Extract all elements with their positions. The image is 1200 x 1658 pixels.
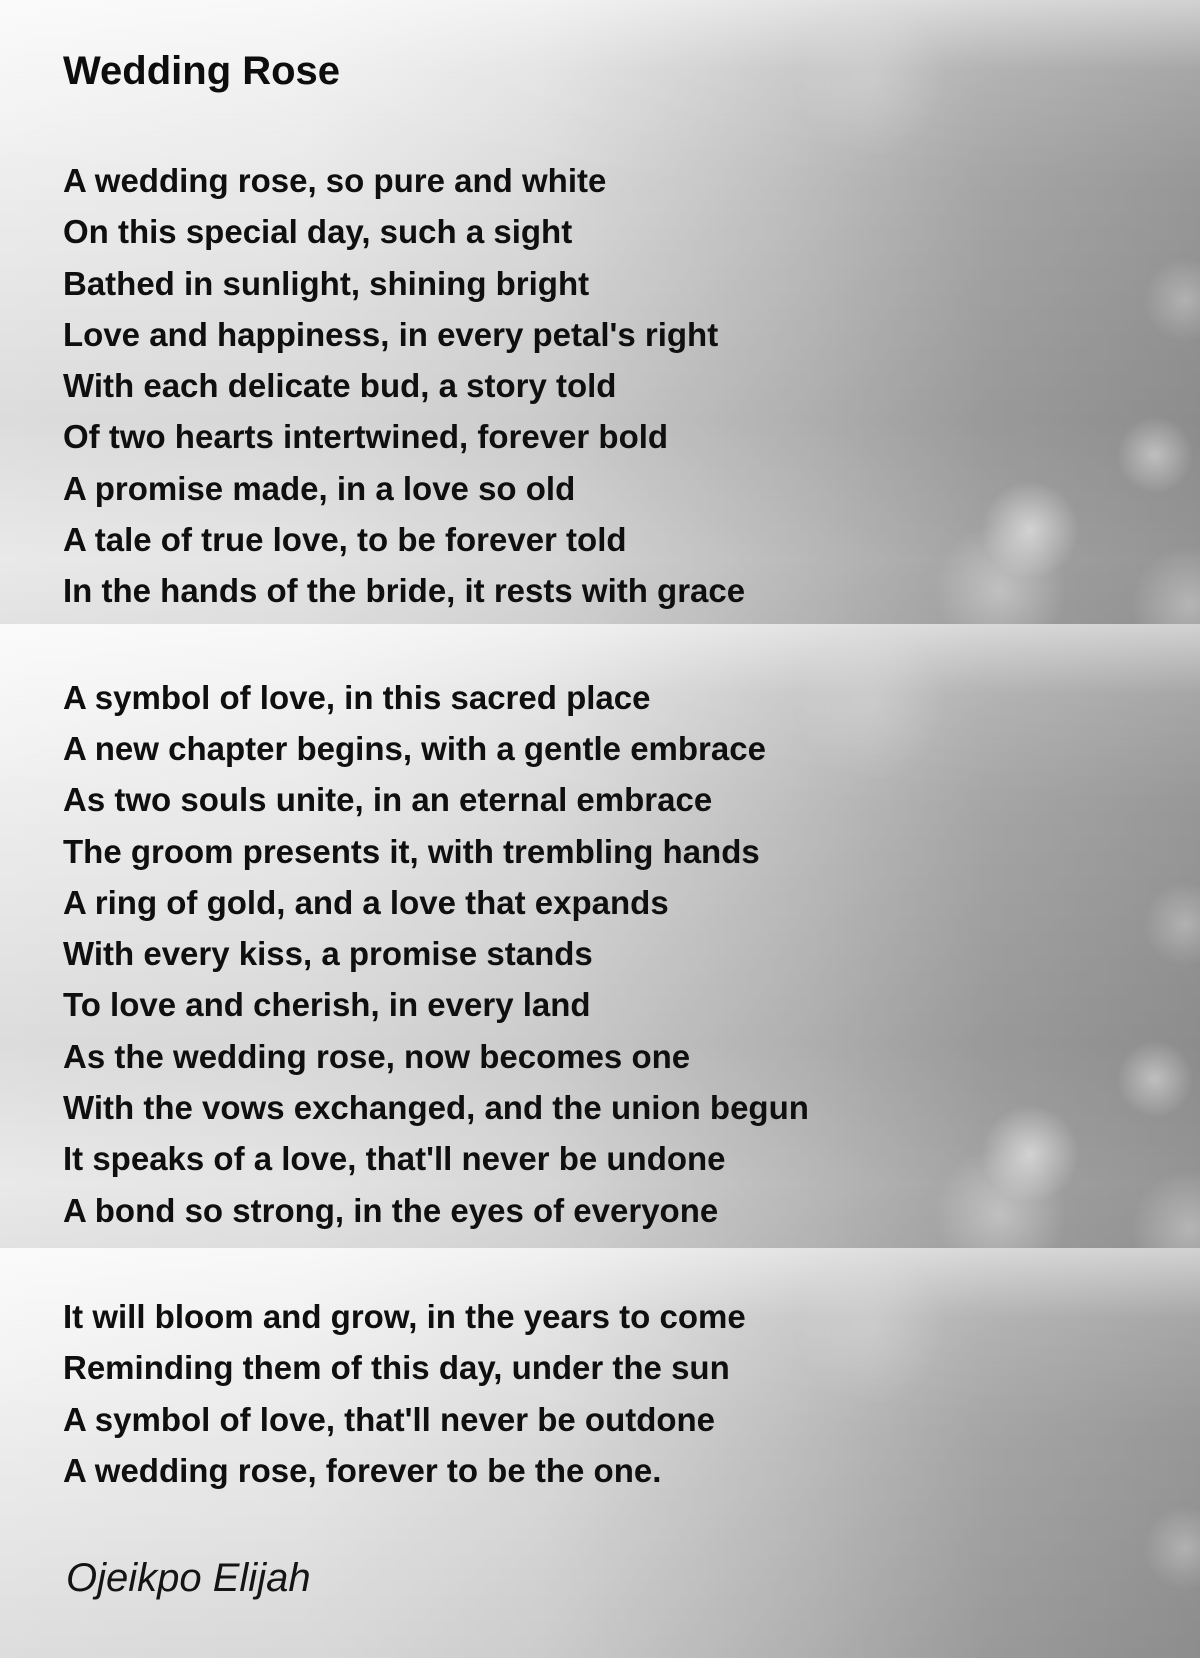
poem-line: As the wedding rose, now becomes one [63,1037,691,1075]
poem-line: With the vows exchanged, and the union begun [63,1089,809,1127]
stanza-3 [63,1291,1143,1496]
poem-line: To love and cherish, in every land [63,986,591,1024]
poem-line: The groom presents it, with trembling hands [63,832,760,870]
stanza-2 [63,672,1143,1236]
poem-line: A promise made, in a love so old [63,469,576,507]
poem-line: With each delicate bud, a story told [63,367,617,405]
poem-line: In the hands of the bride, it rests with grace [63,572,746,610]
stanza-1 [63,155,1143,617]
poem-line: It will bloom and grow, in the years to come [63,1297,746,1335]
poem-title: Wedding Rose [63,49,341,93]
poem-author: Ojeikpo Elijah [66,1556,311,1600]
poem-line: A wedding rose, forever to be the one. [63,1451,662,1489]
poem-line: Reminding them of this day, under the sun [63,1349,730,1387]
poem-line: A tale of true love, to be forever told [63,521,627,559]
poem-line: Bathed in sunlight, shining bright [63,264,590,302]
poem-line: With every kiss, a promise stands [63,935,593,973]
poem-line: Of two hearts intertwined, forever bold [63,418,669,456]
poem-line: A bond so strong, in the eyes of everyone [63,1191,719,1229]
poem-line: A new chapter begins, with a gentle embrace [63,729,766,767]
poem-line: A symbol of love, that'll never be outdone [63,1400,716,1438]
poem-body [63,155,1143,1551]
poem-line: As two souls unite, in an eternal embrace [63,781,713,819]
poem-line: A symbol of love, in this sacred place [63,678,651,716]
poem-line: A wedding rose, so pure and white [63,162,607,199]
poem-line: A ring of gold, and a love that expands [63,883,669,921]
poem-line: Love and happiness, in every petal's right [63,315,719,353]
poem-line: It speaks of a love, that'll never be undone [63,1140,726,1178]
poem-line: On this special day, such a sight [63,213,573,251]
